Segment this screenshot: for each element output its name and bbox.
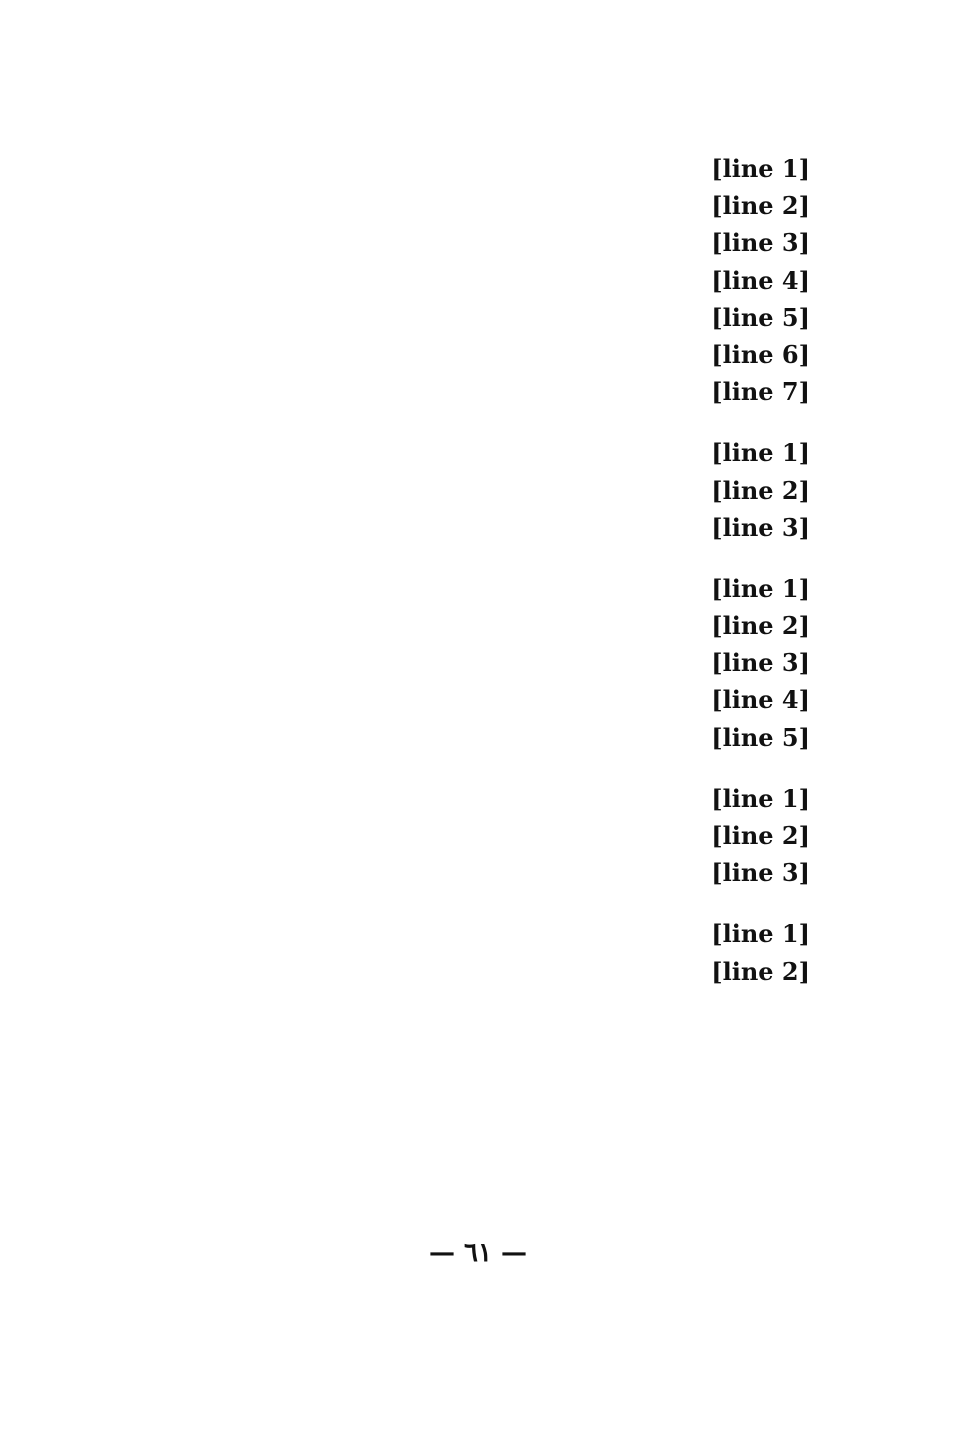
paragraph	[150, 570, 810, 756]
paragraph	[150, 434, 810, 546]
text-line: [line 1]	[711, 154, 810, 183]
text-line: [line 5]	[711, 722, 810, 752]
text-line: [line 3]	[711, 512, 810, 542]
text-line: [line 2]	[711, 956, 810, 986]
paragraph-list	[150, 150, 810, 990]
text-line: [line 3]	[711, 228, 810, 258]
text-line: [line 1]	[711, 573, 810, 603]
page-body	[150, 150, 810, 1014]
paragraph	[150, 780, 810, 892]
text-line: [line 1]	[711, 438, 810, 468]
text-line: [line 2]	[711, 611, 810, 641]
text-line: [line 1]	[711, 919, 810, 949]
text-line: [line 6]	[711, 339, 810, 369]
text-line: [line 1]	[711, 783, 810, 813]
text-line: [line 5]	[711, 302, 810, 332]
text-line: [line 4]	[711, 685, 810, 715]
text-line: [line 3]	[711, 858, 810, 888]
text-line: [line 2]	[711, 191, 810, 221]
paragraph	[150, 915, 810, 989]
page-number: — ٦١ —	[428, 1238, 528, 1268]
paragraph	[150, 150, 810, 410]
text-line: [line 2]	[711, 821, 810, 850]
text-line: [line 2]	[711, 475, 810, 505]
text-line: [line 3]	[711, 648, 810, 678]
text-line: [line 7]	[711, 377, 810, 407]
text-line: [line 4]	[711, 265, 810, 295]
